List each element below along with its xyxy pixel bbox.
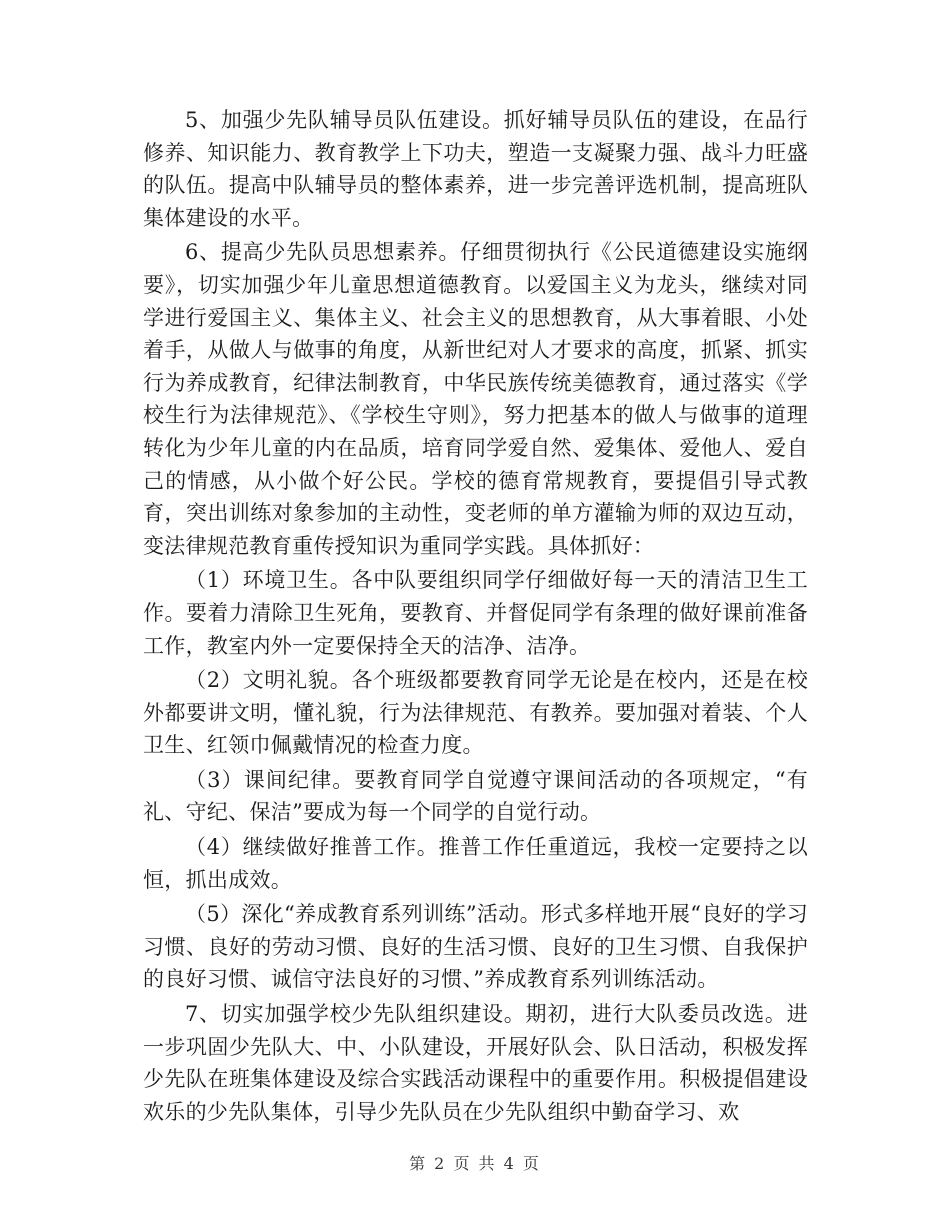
paragraph-item-6: 6、提高少先队员思想素养。仔细贯彻执行《公民道德建设实施纲要》，切实加强少年儿童思想道德教育。以爱国主义为龙头，继续对同学进行爱国主义、集体主义、社会主义的思想教育，从大事着眼、小处着手，从做人与做事的角度，从新世纪对人才要求的高度，抓紧、抓实行为养成教育，纪律法制教育，中华民族传统美德教育，通过落实《学校生行为法律规范》、《学校生守则》，努力把基本的做人与做事的道理转化为少年儿童的内在品质，培育同学爱自然、爱集体、爱他人、爱自己的情感，从小做个好公民。学校的德育常规教育，要提倡引导式教育，突出训练对象参加的主动性，变老师的单方灌输为师的双边互动，变法律规范教育重传授知识为重同学实践。具体抓好：	[143, 240, 808, 558]
paragraph-sub-4: （4）继续做好推普工作。推普工作任重道远，我校一定要持之以恒，抓出成效。	[143, 835, 808, 892]
page-footer: 第 2 页 共 4 页	[409, 1154, 541, 1173]
paragraph-item-7: 7、切实加强学校少先队组织建设。期初，进行大队委员改选。进一步巩固少先队大、中、小队建设，开展好队会、队日活动，积极发挥少先队在班集体建设及综合实践活动课程中的重要作用。积极提倡建设欢乐的少先队集体，引导少先队员在少先队组织中勤奋学习、欢	[143, 1002, 808, 1124]
paragraph-item-5: 5、加强少先队辅导员队伍建设。抓好辅导员队伍的建设，在品行修养、知识能力、教育教学上下功夫，塑造一支凝聚力强、战斗力旺盛的队伍。提高中队辅导员的整体素养，进一步完善评选机制，提高班队集体建设的水平。	[143, 108, 808, 230]
paragraph-sub-1: （1）环境卫生。各中队要组织同学仔细做好每一天的清洁卫生工作。要着力清除卫生死角，要教育、并督促同学有条理的做好课前准备工作，教室内外一定要保持全天的洁净、洁净。	[143, 568, 808, 658]
paragraph-sub-3: （3）课间纪律。要教育同学自觉遵守课间活动的各项规定，“有礼、守纪、保洁”要成为每一个同学的自觉行动。	[143, 767, 808, 825]
paragraph-sub-5: （5）深化“养成教育系列训练”活动。形式多样地开展“良好的学习习惯、良好的劳动习惯、良好的生活习惯、良好的卫生习惯、自我保护的良好习惯、诚信守法良好的习惯、”养成教育系列训练活动。	[143, 902, 808, 992]
document-body	[143, 104, 808, 1130]
paragraph-sub-2: （2）文明礼貌。各个班级都要教育同学无论是在校内，还是在校外都要讲文明，懂礼貌，行为法律规范、有教养。要加强对着装、个人卫生、红领巾佩戴情况的检查力度。	[143, 668, 808, 758]
